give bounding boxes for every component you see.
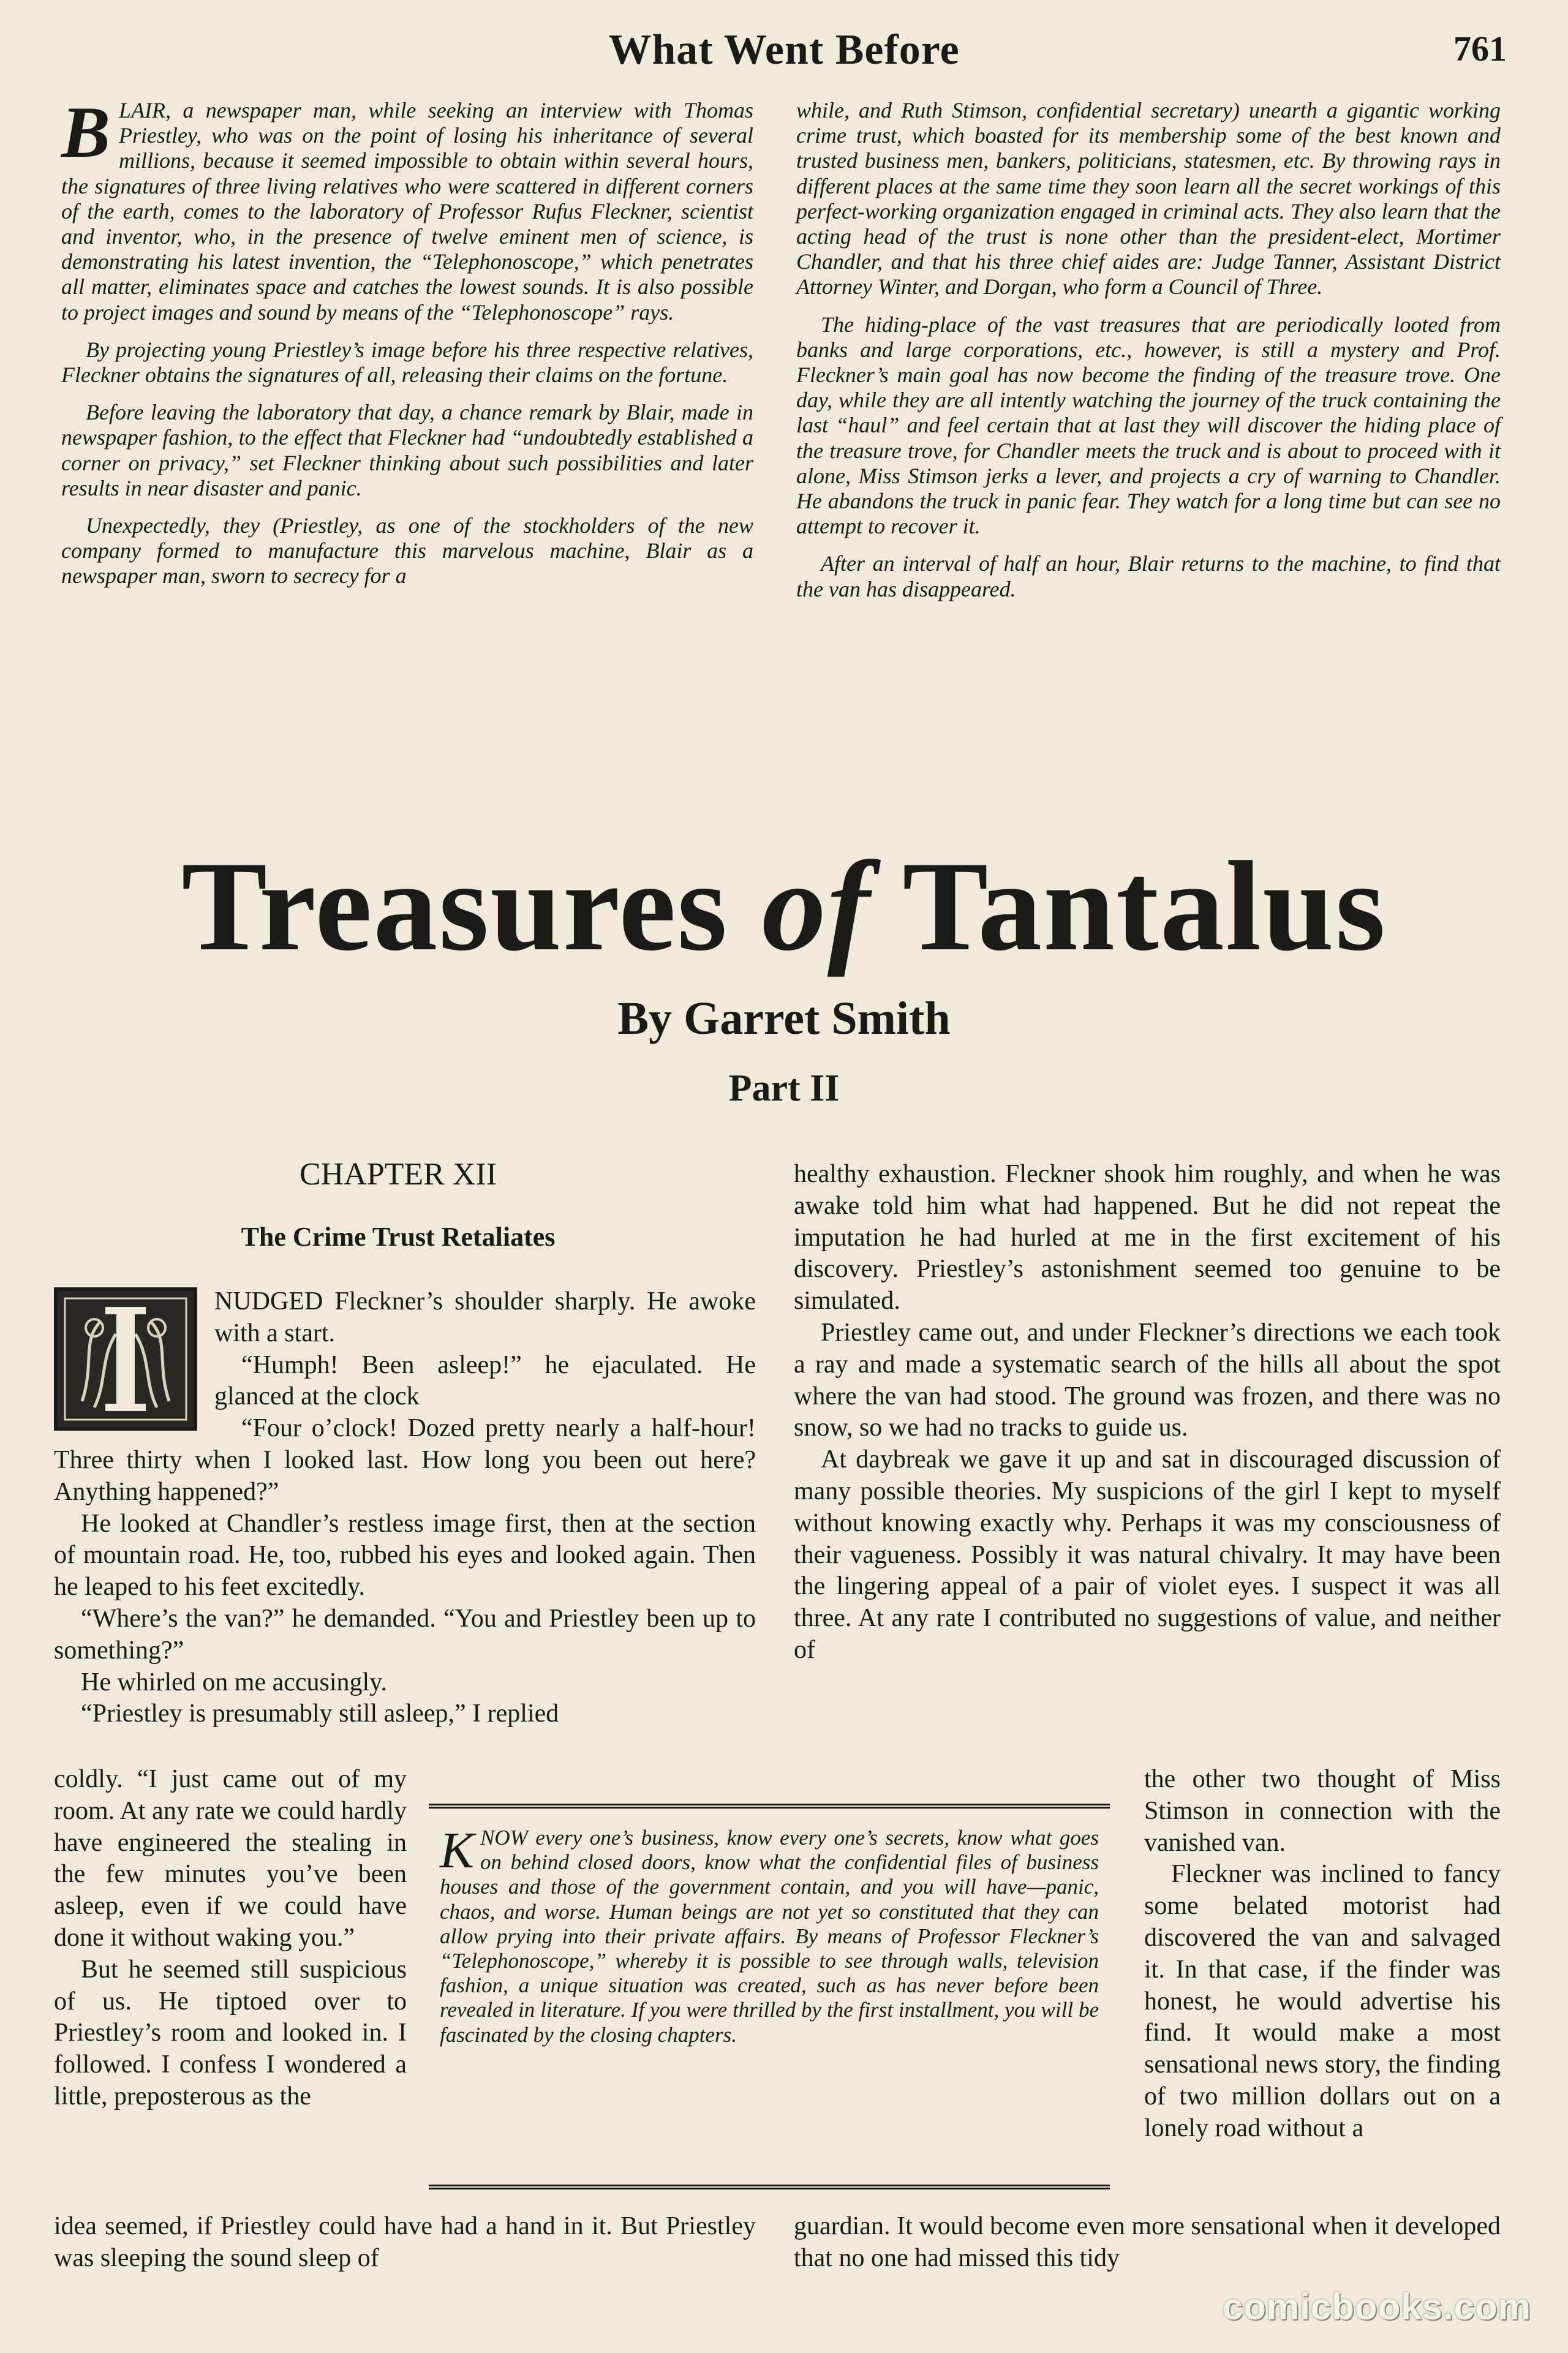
teaser-box <box>429 1804 1110 2189</box>
summary-paragraph: The hiding-place of the vast treasures that are periodically looted from banks and large corporations, etc., however, is still a mystery and Prof. Fleckner’s main goal has now become the finding of the treasure trove. One day, while they are all intently watching the journey of the truck containing the last “haul” and feel certain that at last they will discover the hiding place of the treasure trove, for Chandler meets the truck and is about to proceed with it alone, Miss Stimson jerks a lever, and projects a cry of warning to Chandler. He abandons the truck in panic fear. They watch for a long time but can see no attempt to recover it. <box>796 312 1501 539</box>
article-paragraph: Fleckner was inclined to fancy some belated motorist had discovered the van and salvaged it. In that case, if the finder was honest, he would advertise his find. It would make a most sensational news story, the finding of two million dollars out on a lonely road without a <box>1144 1860 1501 2142</box>
article-right-narrow <box>1144 1764 1501 2145</box>
running-head: What Went Before <box>608 26 960 73</box>
article-paragraph: coldly. “I just came out of my room. At any rate we could hardly have engineered the stealing in the few minutes you’ve been asleep, even if we could have done it without waking you.” <box>54 1765 407 1952</box>
summary-dropcap: B <box>61 91 111 173</box>
byline: By Garret Smith <box>617 993 951 1044</box>
watermark: comicbooks.com <box>1222 2286 1531 2327</box>
article-left-bottom: idea seemed, if Priestley could have had a hand in it. But Priestley was sleeping the sound sleep of <box>54 2212 756 2272</box>
article-paragraph: “Four o’clock! Dozed pretty nearly a half-hour! Three thirty when I looked last. How long you been out here? Anything happened?” <box>54 1414 756 1506</box>
summary-paragraph: while, and Ruth Stimson, confidential secretary) unearth a gigantic working crime trust, which boasted for its membership some of the best known and trusted business men, bankers, politicians, statesmen, etc. By throwing rays in different places at the same time they soon learn all the secret workings of this perfect-working organization engaged in criminal acts. They also learn that the acting head of the trust is none other than the president-elect, Mortimer Chandler, and that his three chief aides are: Judge Tanner, Assistant District Attorney Winter, and Dorgan, who form a Council of Three. <box>796 98 1501 299</box>
article-paragraph: the other two thought of Miss Stimson in connection with the vanished van. <box>1144 1765 1501 1857</box>
article-left-column <box>54 1286 756 1730</box>
article-paragraph: But he seemed still suspicious of us. He tiptoed over to Priestley’s room and looked in. I followed. I confess I wondered a little, preposterous as the <box>54 1955 407 2110</box>
teaser-text: KNOW every one’s business, know every one’s secrets, know what goes on behind closed doors, know what the confidential files of business houses and those of the government contain, and you will have—panic, chaos, and worse. Human beings are not yet so constituted that they can allow prying into their private affairs. By means of Professor Fleckner’s “Telephonoscope,” whereby it is possible to see through walls, television fashion, a unique situation was created, such as has never before been revealed in literature. If you were thrilled by the first installment, you will be fascinated by the closing chapters. <box>440 1822 1099 2047</box>
chapter-title: The Crime Trust Retaliates <box>241 1222 556 1252</box>
article-paragraph: NUDGED Fleckner’s shoulder sharply. He awoke with a start. <box>214 1287 756 1347</box>
summary-left-column <box>61 91 753 601</box>
article-left-narrow <box>54 1764 407 2113</box>
article-paragraph: “Where’s the van?” he demanded. “You and Priestley been up to something?” <box>54 1604 756 1665</box>
article-right-bottom: guardian. It would become even more sensational when it developed that no one had missed this tidy <box>794 2212 1501 2272</box>
summary-paragraph: Unexpectedly, they (Priestley, as one of the stockholders of the new company formed to manufacture this marvelous machine, Blair as a newspaper man, sworn to secrecy for a <box>61 513 753 589</box>
part-label: Part II <box>728 1067 840 1109</box>
summary-paragraph: By projecting young Priestley’s image before his three respective relatives, Fleckner obtains the signatures of all, releasing their claims on the fortune. <box>61 337 753 388</box>
article-paragraph: “Humph! Been asleep!” he ejaculated. He glanced at the clock <box>214 1350 756 1411</box>
story-title: Treasures of Tantalus <box>181 835 1387 977</box>
article-paragraph: He looked at Chandler’s restless image first, then at the section of mountain road. He, too, rubbed his eyes and looked again. Then he leaped to his feet excitedly. <box>54 1509 756 1602</box>
article-paragraph: At daybreak we gave it up and sat in discouraged discussion of many possible theories. My suspicions of the girl I kept to myself without knowing exactly why. Perhaps it was my consciousness of their vagueness. Possibly it was natural chivalry. It may have been the lingering appeal of a pair of violet eyes. I suspect it was all three. At any rate I contributed no suggestions of value, and neither of <box>794 1445 1501 1664</box>
article-paragraph: Priestley came out, and under Fleckner’s directions we each took a ray and made a systematic search of the hills all about the spot where the van had stood. The ground was frozen, and there was no snow, so we had no tracks to guide us. <box>794 1318 1501 1442</box>
article-paragraph: healthy exhaustion. Fleckner shook him roughly, and when he was awake told him what had happened. But he did not repeat the imputation he had hurled at me in the first excitement of his discovery. Priestley’s astonishment seemed too genuine to be simulated. <box>794 1160 1501 1316</box>
page-number: 761 <box>1453 29 1507 69</box>
summary-paragraph: After an interval of half an hour, Blair returns to the machine, to find that the van has disappeared. <box>796 551 1501 601</box>
article-paragraph: “Priestley is presumably still asleep,” I replied <box>81 1700 559 1728</box>
summary-paragraph: Before leaving the laboratory that day, a chance remark by Blair, made in newspaper fashion, to the effect that Fleckner had “undoubtedly established a corner on privacy,” set Fleckner thinking about such possibilities and later results in near disaster and panic. <box>61 400 753 500</box>
article-right-column <box>794 1159 1501 1666</box>
article-paragraph: He whirled on me accusingly. <box>81 1668 387 1696</box>
chapter-heading: CHAPTER XII <box>299 1157 497 1192</box>
summary-right-column <box>796 98 1501 614</box>
summary-paragraph: BLAIR, a newspaper man, while seeking an interview with Thomas Priestley, who was on the point of losing his inheritance of several millions, because it seemed impossible to obtain within several hours, the signatures of three living relatives who were scattered in different corners of the earth, comes to the laboratory of Professor Rufus Fleckner, scientist and inventor, who, in the presence of twelve eminent men of science, is demonstrating his latest invention, the “Telephonoscope,” which penetrates all matter, eliminates space and catches the lowest sounds. It is also possible to project images and sound by means of the “Telephonoscope” rays. <box>61 91 753 325</box>
teaser-initial: K <box>440 1822 475 1879</box>
